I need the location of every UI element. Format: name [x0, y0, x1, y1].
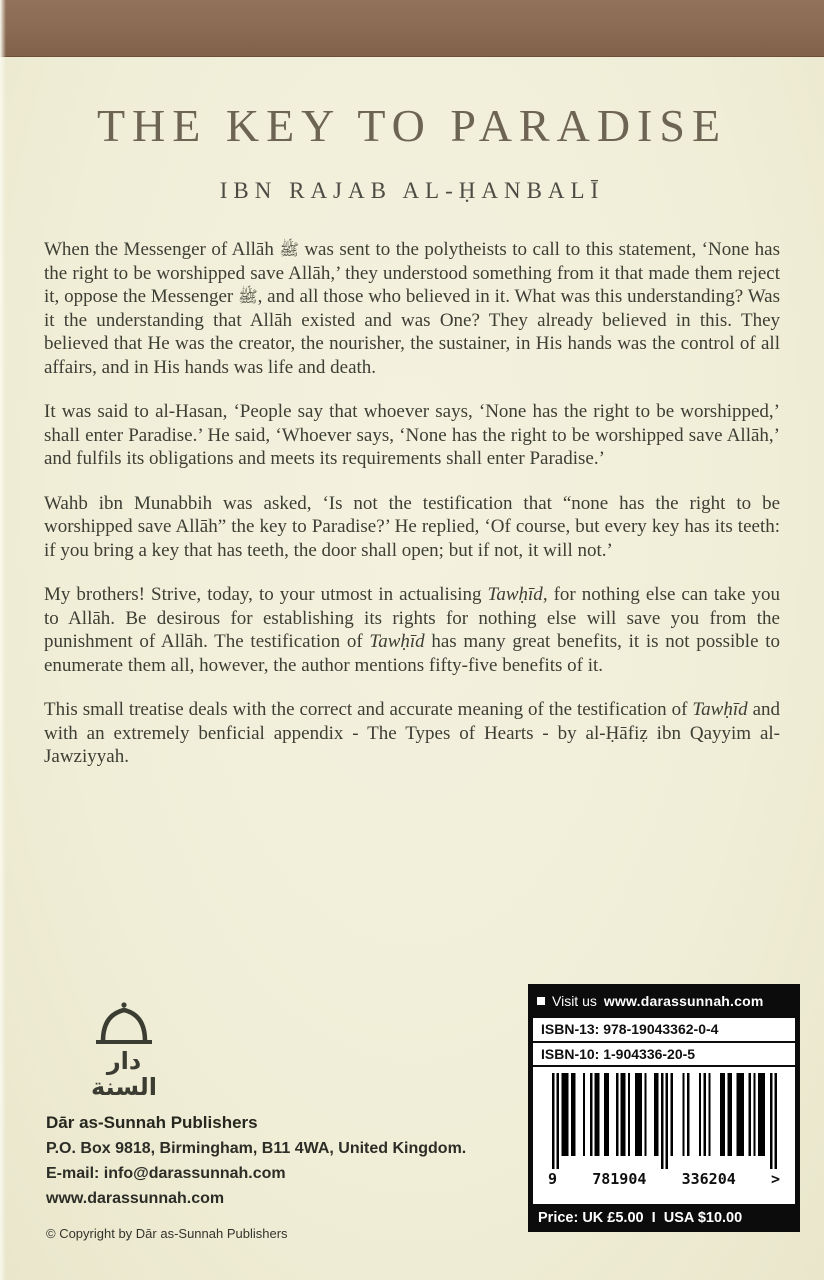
mosque-dome-icon [92, 1000, 156, 1046]
book-author: IBN RAJAB AL-ḤANBALĪ [219, 178, 605, 204]
publisher-address: P.O. Box 9818, Birmingham, B11 4WA, United Kingdom. [46, 1139, 467, 1157]
price-band: Price: UK £5.00 I USA $10.00 [538, 1210, 743, 1226]
copyright-line: © Copyright by Dār as-Sunnah Publishers [46, 1225, 288, 1241]
body-paragraph: When the Messenger of Allāh ﷺ was sent to the polytheists to call to this statement, ‘None has the right to be worshipped save Allāh,’ they understood something from it that made them reject it, oppose the Messenger ﷺ, and all those who believed in it. What was this understanding? Was it the understanding that Allāh existed and was One? They already believed in this. They believed that He was the creator, the nourisher, the sustainer, in His hands was the control of all affairs, and in His hands was life and death. [44, 239, 780, 378]
isbn13-line: ISBN-13: 978-19043362-0-4 [533, 1018, 795, 1043]
visit-website: www.darassunnah.com [603, 993, 764, 1009]
publisher-logo [76, 1000, 172, 1101]
publisher-email: E-mail: info@darassunnah.com [46, 1164, 286, 1182]
publisher-logo-arabic: دار السنة [90, 1047, 157, 1102]
isbn10-line: ISBN-10: 1-904336-20-5 [533, 1043, 795, 1068]
book-title: THE KEY TO PARADISE [96, 100, 728, 151]
body-paragraphs [44, 238, 780, 769]
barcode-digit-group: 9 [548, 1170, 558, 1188]
visit-band [528, 984, 800, 1018]
barcode-digit-group: 336204 [681, 1170, 736, 1188]
body-paragraph: It was said to al-Hasan, ‘People say that whoever says, ‘None has the right to be worshipped,’ shall enter Paradise.’ He said, ‘Whoever says, ‘None has the right to be worshipped save Allāh,’ and fulfils its obligations and meets its requirements shall enter Paradise.’ [44, 401, 780, 470]
barcode-digit-group: 781904 [592, 1170, 647, 1188]
publisher-website: www.darassunnah.com [46, 1189, 225, 1207]
publisher-name: Dār as-Sunnah Publishers [46, 1112, 258, 1132]
visit-label: Visit us [552, 993, 597, 1009]
publisher-block [46, 1000, 476, 1241]
square-bullet-icon [537, 997, 545, 1005]
barcode-digits [548, 1169, 780, 1191]
isbn-barcode-box [528, 984, 800, 1232]
body-paragraph: This small treatise deals with the correct and accurate meaning of the testification of Tawḥīd and with an extremely benficial appendix - The Types of Hearts - by al-Ḥāfiẓ ibn Qayyim al-Jawziyyah. [44, 699, 781, 768]
barcode-arrow: > [770, 1170, 780, 1188]
body-paragraph: My brothers! Strive, today, to your utmost in actualising Tawḥīd, for nothing else can take you to Allāh. Be desirous for establishing its rights for nothing else will save you from the punishment of Allāh. The testification of Tawḥīd has many great benefits, it is not possible to enumerate them all, however, the author mentions fifty-five benefits of it. [44, 584, 780, 676]
barcode-panel [533, 1018, 795, 1204]
barcode [552, 1073, 777, 1169]
body-paragraph: Wahb ibn Munabbih was asked, ‘Is not the testification that “none has the right to be worshipped save Allāh” the key to Paradise?’ He replied, ‘Of course, but every key has its teeth: if you bring a key that has teeth, the door shall open; but if not, it will not.’ [44, 492, 780, 561]
